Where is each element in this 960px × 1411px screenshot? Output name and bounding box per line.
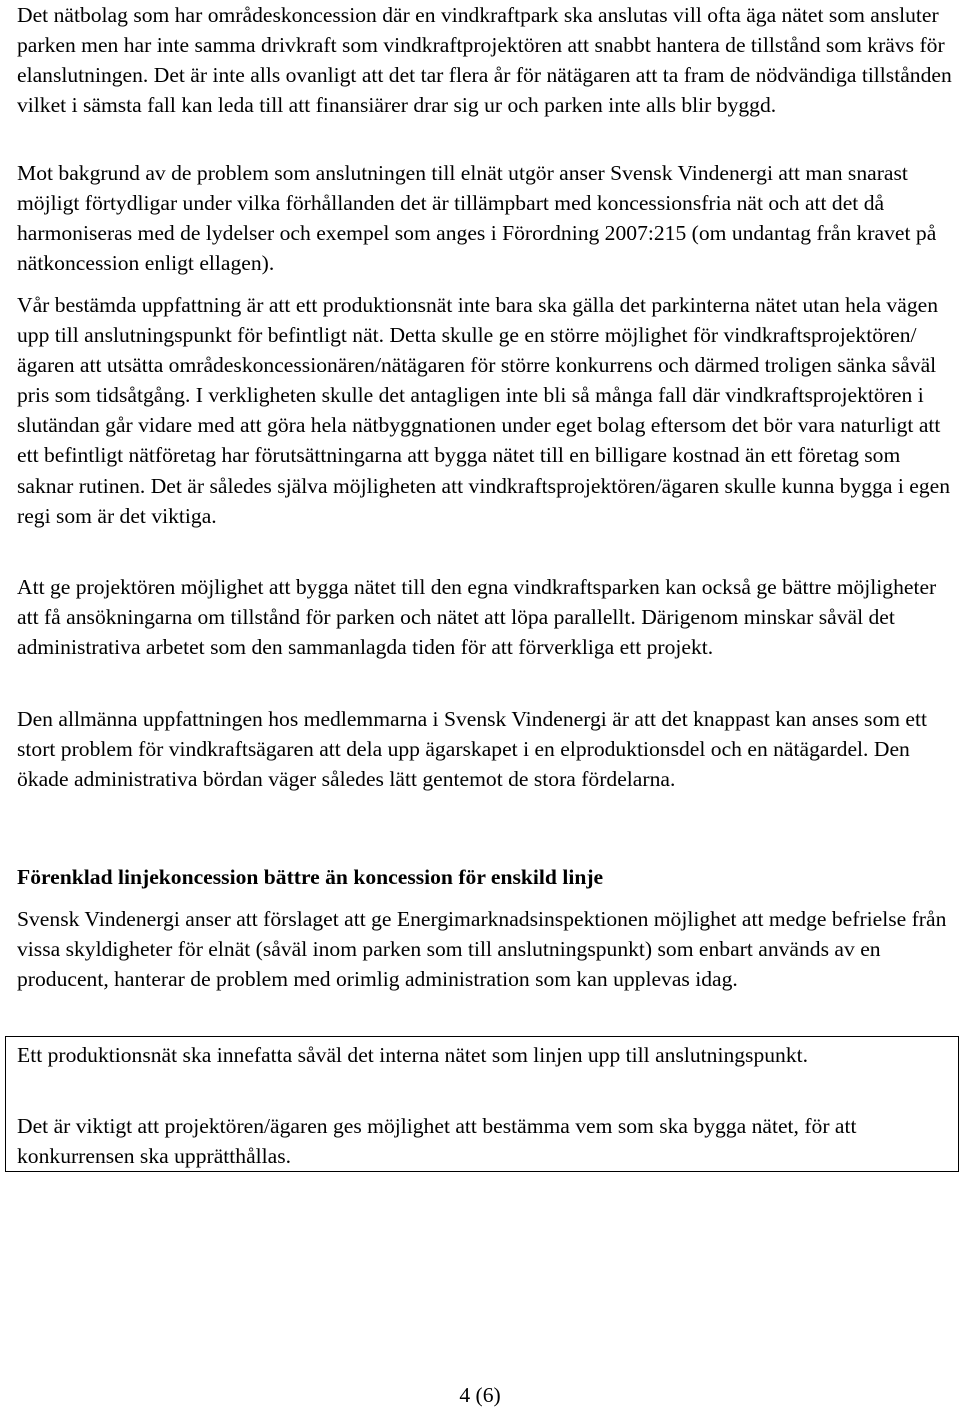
paragraph-member-opinion: Den allmänna uppfattningen hos medlemmarna i Svensk Vindenergi är att det knappast kan anses som ett stort problem för vindkraftsägaren att dela upp ägarskapet i en elproduktionsdel och en nätägardel. Den ökade administrativa bördan väger således lätt gentemot de stora fördelarna. xyxy=(17,707,928,792)
paragraph-concession-free-networks: Mot bakgrund av de problem som anslutningen till elnät utgör anser Svensk Vindenergi att man snarast möjligt förtydligar under vilka förhållanden det är tillämpbart med koncessionsfria nät och att det då harmoniseras med de lydelser och exempel som anges i Förordning 2007:215 (om undantag från kravet på nätkoncession enligt ellagen). xyxy=(17,161,937,276)
paragraph-network-owner: Det nätbolag som har områdeskoncession där en vindkraftpark ska anslutas vill ofta äga nätet som ansluter parken men har inte samma drivkraft som vindkraftprojektören att snabbt hantera de tillstånd som krävs för elanslutningen. Det är inte alls ovanligt att det tar flera år för nätägaren att ta fram de nödvändiga tillstånden vilket i sämsta fall kan leda till att finansiärer drar sig ur och parken inte alls blir byggd. xyxy=(17,3,952,118)
summary-box xyxy=(5,1036,959,1172)
paragraph-production-network-opinion: Vår bestämda uppfattning är att ett produktionsnät inte bara ska gälla det parkinterna nätet utan hela vägen upp till anslutningspunkt för befintligt nät. Detta skulle ge en större möjlighet för vindkraftsprojektören/ägaren att utsätta områdeskoncessionären/nätägaren för större konkurrens och därmed troligen sänka såväl pris som tidsåtgång. I verkligheten skulle det antagligen inte bli så många fall där vindkraftsprojektören i slutändan går vidare med att göra hela nätbyggnationen under eget bolag eftersom det bör vara naturligt att ett befintligt nätföretag har förutsättningarna att bygga nätet till en billigare kostnad än ett företag som saknar rutinen. Det är således själva möjligheten att vindkraftsprojektören/ägaren skulle kunna bygga i egen regi som är det viktiga. xyxy=(17,293,951,528)
paragraph-parallel-permits: Att ge projektören möjlighet att bygga nätet till den egna vindkraftsparken kan också ge bättre möjligheter att få ansökningarna om tillstånd för parken och nätet att löpa parallellt. Därigenom minskar såväl det administrativa arbetet som den sammanlagda tiden för att förverkliga ett projekt. xyxy=(17,575,937,660)
paragraph-exemption-proposal: Svensk Vindenergi anser att förslaget att ge Energimarknadsinspektionen möjlighet att medge befrielse från vissa skyldigheter för elnät (såväl inom parken som till anslutningspunkt) som enbart används av en producent, hanterar de problem med orimlig administration som kan upplevas idag. xyxy=(17,907,947,992)
page-number: 4 (6) xyxy=(459,1383,501,1407)
section-heading: Förenklad linjekoncession bättre än koncession för enskild linje xyxy=(17,865,604,889)
summary-point-production-network: Ett produktionsnät ska innefatta såväl det interna nätet som linjen upp till anslutningspunkt. xyxy=(17,1043,809,1067)
summary-point-competition: Det är viktigt att projektören/ägaren ges möjlighet att bestämma vem som ska bygga nätet, för att konkurrensen ska upprätthållas. xyxy=(17,1114,857,1169)
